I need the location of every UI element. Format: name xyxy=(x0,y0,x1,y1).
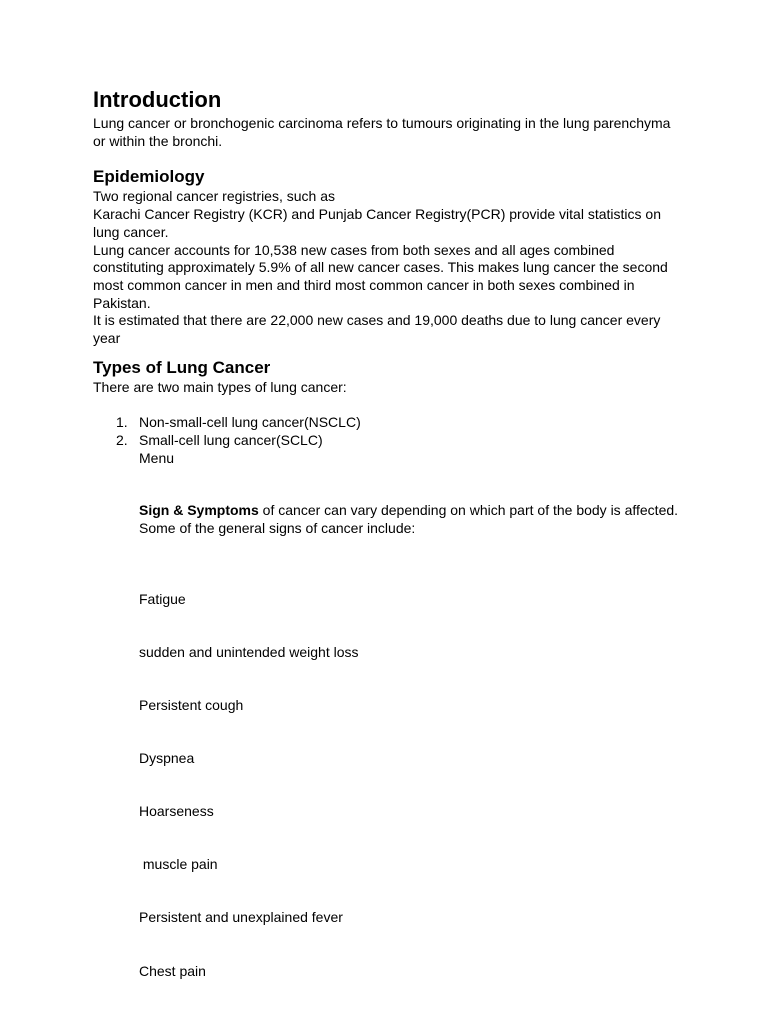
symptoms-list xyxy=(93,555,683,1015)
document-page xyxy=(93,86,683,1016)
menu-text: Menu xyxy=(139,449,175,466)
epidemiology-line-3: Lung cancer accounts for 10,538 new cases from both sexes and all ages combined constituting approximately 5.9% of all new cancer cases. This makes lung cancer the second most common cancer in men and third most common cancer in both sexes combined in Pakistan. xyxy=(93,241,668,311)
symptoms-bold-lead: Sign & Symptoms xyxy=(139,502,259,519)
types-list xyxy=(93,414,683,449)
epidemiology-heading: Epidemiology xyxy=(93,167,205,187)
types-intro: There are two main types of lung cancer: xyxy=(93,378,347,395)
symptoms-rest: of cancer can vary depending on which part of the body is affected. Some of the general signs of cancer include: xyxy=(139,502,679,536)
list-item: muscle pain xyxy=(139,856,218,873)
symptoms-paragraph xyxy=(93,502,683,537)
spacer xyxy=(93,538,683,556)
list-item: Fatigue xyxy=(139,590,186,607)
list-item: Dyspnea xyxy=(139,750,195,767)
list-item-label: Small-cell lung cancer(SCLC) xyxy=(139,431,323,448)
epidemiology-line-2: Karachi Cancer Registry (KCR) and Punjab Cancer Registry(PCR) provide vital statistics on lung cancer. xyxy=(93,206,661,240)
list-number: 2. xyxy=(116,431,128,448)
list-item xyxy=(93,432,683,450)
spacer xyxy=(93,467,683,502)
list-item: Persistent cough xyxy=(139,696,244,713)
epidemiology-line-1: Two regional cancer registries, such as xyxy=(93,188,335,205)
introduction-paragraph: Lung cancer or bronchogenic carcinoma refers to tumours originating in the lung parenchyma or within the bronchi. xyxy=(93,115,671,149)
types-heading: Types of Lung Cancer xyxy=(93,357,271,377)
list-item: Persistent and unexplained fever xyxy=(139,909,343,926)
spacer xyxy=(93,396,683,414)
list-item: sudden and unintended weight loss xyxy=(139,643,359,660)
introduction-heading: Introduction xyxy=(93,87,222,112)
list-item: Chest pain xyxy=(139,962,206,979)
list-item: Hoarseness xyxy=(139,803,214,820)
epidemiology-line-4: It is estimated that there are 22,000 new cases and 19,000 deaths due to lung cancer every year xyxy=(93,312,661,347)
list-number: 1. xyxy=(116,414,128,431)
list-item-label: Non-small-cell lung cancer(NSCLC) xyxy=(139,414,361,431)
list-item xyxy=(93,414,683,432)
